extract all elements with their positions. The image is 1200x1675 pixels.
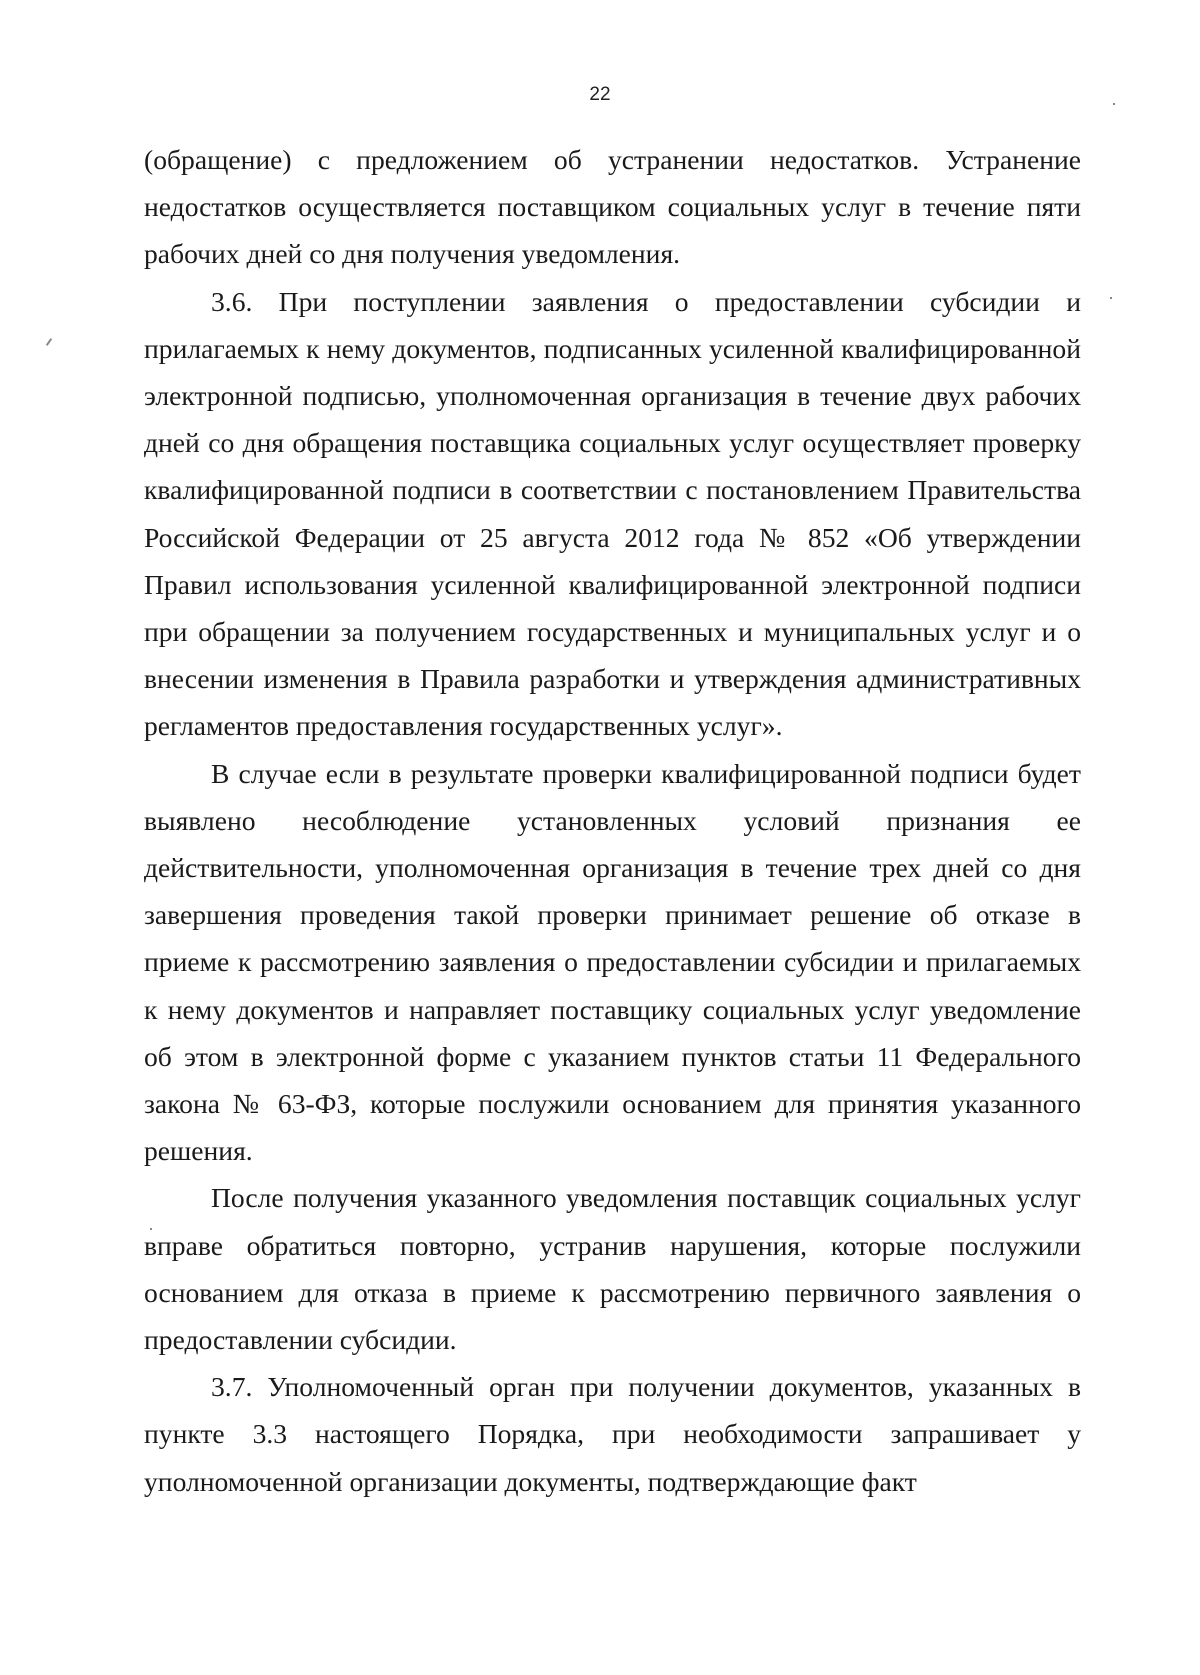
- paragraph-repeat-application: После получения указанного уведомления поставщик социальных услуг вправе обратиться повторно, устранив нарушения, которые послужили основанием для отказа в приеме к рассмотрению первичного заявления о предоставлении субсидии.: [144, 1182, 1081, 1356]
- scan-speck: [1110, 297, 1112, 299]
- document-body: [144, 136, 1081, 1505]
- page-number: 22: [589, 84, 611, 105]
- scan-speck: [1113, 103, 1115, 105]
- scan-speck: [46, 338, 52, 346]
- paragraph-3-6: 3.6. При поступлении заявления о предоставлении субсидии и прилагаемых к нему документов, подписанных усиленной квалифицированной электронной подписью, уполномоченная организация в течение двух рабочих дней со дня обращения поставщика социальных услуг осуществляет проверку квалифицированной подписи в соответствии с постановлением Правительства Российской Федерации от 25 августа 2012 года № 852 «Об утверждении Правил использования усиленной квалифицированной электронной подписи при обращении за получением государственных и муниципальных услуг и о внесении изменения в Правила разработки и утверждения административных регламентов предоставления государственных услуг».: [144, 285, 1081, 742]
- paragraph-3-7: 3.7. Уполномоченный орган при получении документов, указанных в пункте 3.3 настоящего Порядка, при необходимости запрашивает у уполномоченной организации документы, подтверждающие факт: [144, 1371, 1081, 1497]
- scan-speck: [150, 1228, 152, 1230]
- paragraph-signature-check: В случае если в результате проверки квалифицированной подписи будет выявлено несоблюдение установленных условий признания ее действительности, уполномоченная организация в течение трех дней со дня завершения проведения такой проверки принимает решение об отказе в приеме к рассмотрению заявления о предоставлении субсидии и прилагаемых к нему документов и направляет поставщику социальных услуг уведомление об этом в электронной форме с указанием пунктов статьи 11 Федерального закона № 63-ФЗ, которые послужили основанием для принятия указанного решения.: [144, 757, 1081, 1167]
- paragraph-continuation: (обращение) с предложением об устранении недостатков. Устранение недостатков осуществляется поставщиком социальных услуг в течение пяти рабочих дней со дня получения уведомления.: [144, 144, 1081, 270]
